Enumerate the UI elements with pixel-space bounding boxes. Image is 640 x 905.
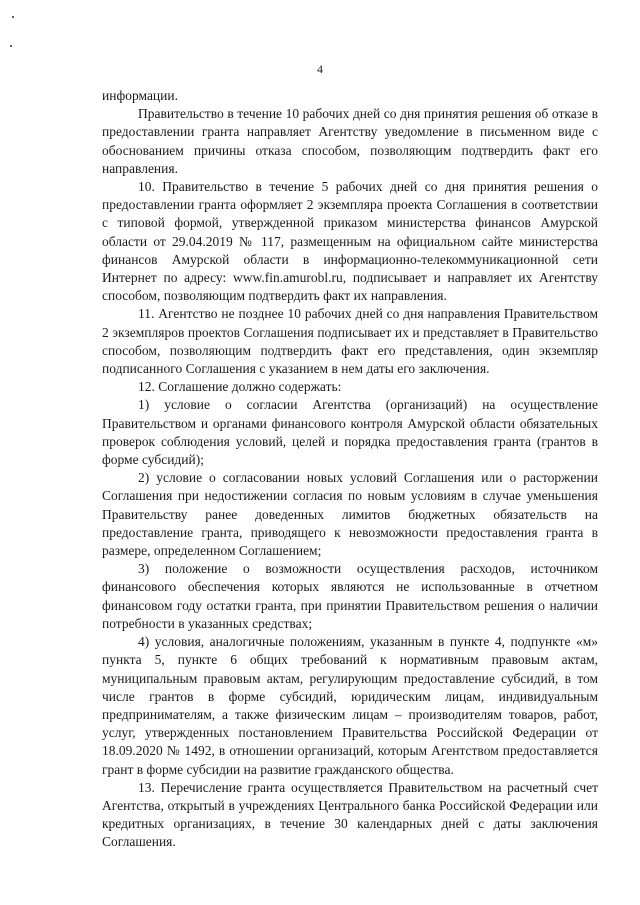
paragraph-12-item-3: 3) положение о возможности осуществления расходов, источником финансового обеспечения которых являются не использованные в отчетном финансовом году остатки гранта, при принятии Правительством решения о наличии потребности в указанных средствах; bbox=[102, 561, 598, 631]
scan-speck bbox=[12, 16, 14, 18]
paragraph-10: 10. Правительство в течение 5 рабочих дней со дня принятия решения о предоставлении гранта оформляет 2 экземпляра проекта Соглашения в соответствии с типовой формой, утвержденной приказом министерства финансов Амурской области от 29.04.2019 № 117, размещенным на официальном сайте министерства финансов Амурской области в информационно-телекоммуникационной сети Интернет по адресу: www.fin.amurobl.ru, подписывает и направляет их Агентству способом, позволяющим подтвердить факт их направления. bbox=[102, 179, 598, 304]
document-body bbox=[102, 87, 598, 852]
page-number: 4 bbox=[317, 62, 323, 76]
paragraph-12-item-2: 2) условие о согласовании новых условий Соглашения или о расторжении Соглашения при недостижении согласия по новым условиям в случае уменьшения Правительству ранее доведенных лимитов бюджетных обязательств на предоставление гранта, приводящего к невозможности предоставления гранта в размере, определенном Соглашением; bbox=[102, 470, 598, 559]
paragraph-11: 11. Агентство не позднее 10 рабочих дней со дня направления Правительством 2 экземпляров проектов Соглашения подписывает их и представляет в Правительство способом, позволяющим подтвердить факт его представления, один экземпляр подписанного Соглашения с указанием в нем даты его заключения. bbox=[102, 306, 598, 377]
paragraph-12: 12. Соглашение должно содержать: bbox=[138, 379, 342, 395]
paragraph-continuation: информации. bbox=[102, 88, 178, 103]
paragraph-13: 13. Перечисление гранта осуществляется Правительством на расчетный счет Агентства, открытый в учреждениях Центрального банка Российской Федерации или кредитных организациях, в течение 30 календарных дней с даты заключения Соглашения. bbox=[102, 779, 598, 850]
paragraph-refusal-notice: Правительство в течение 10 рабочих дней со дня принятия решения об отказе в предоставлении гранта направляет Агентству уведомление в письменном виде с обоснованием причины отказа способом, позволяющим подтвердить факт его направления. bbox=[102, 106, 598, 176]
paragraph-12-item-4: 4) условия, аналогичные положениям, указанным в пункте 4, подпункте «м» пункта 5, пункте 6 общих требований к нормативным правовым актам, муниципальным правовым актам, регулирующим предоставление субсидий, в том числе грантов в форме субсидий, юридическим лицам, индивидуальным предпринимателям, а также физическим лицам – производителям товаров, работ, услуг, утвержденных постановлением Правительства Российской Федерации от 18.09.2020 № 1492, в отношении организаций, которым Агентством предоставляется грант в форме субсидии на развитие гражданского общества. bbox=[102, 634, 598, 777]
scan-speck bbox=[10, 45, 12, 47]
paragraph-12-item-1: 1) условие о согласии Агентства (организаций) на осуществление Правительством и органами финансового контроля Амурской области обязательных проверок соблюдения условий, целей и порядка предоставления гранта (грантов в форме субсидий); bbox=[102, 397, 598, 468]
